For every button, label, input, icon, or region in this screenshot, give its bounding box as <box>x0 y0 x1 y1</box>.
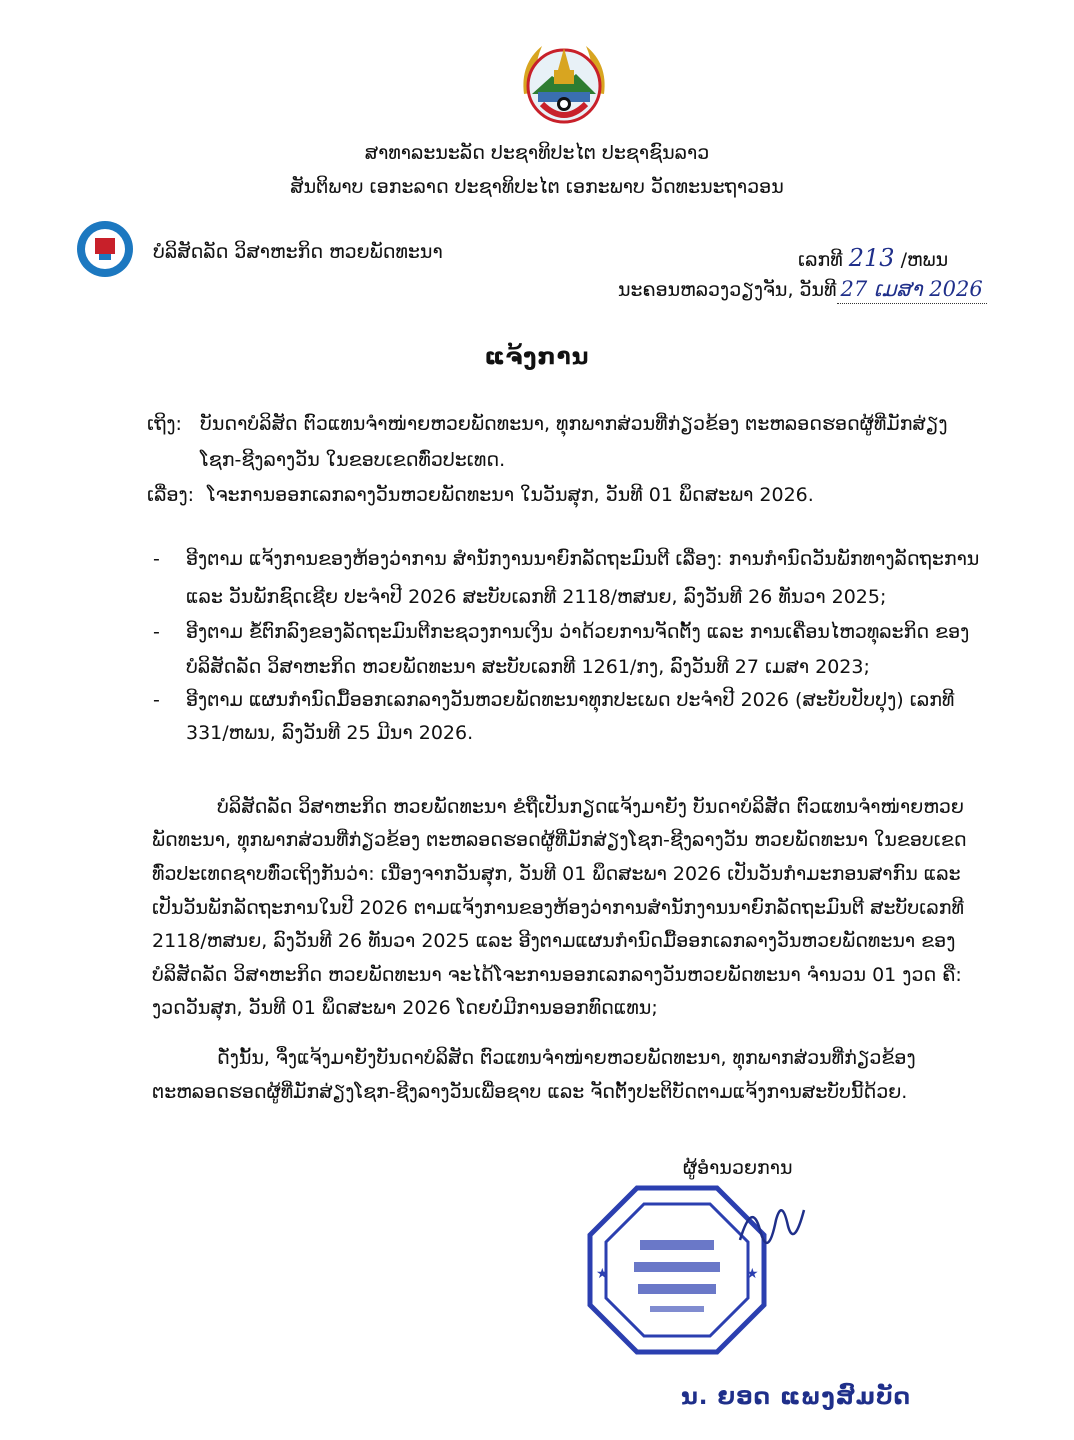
body-p1-line: ບໍລິສັດລັດ ວິສາຫະກິດ ຫວຍພັດທະນາ ຂໍຖືເປັນກຽດແຈ້ງມາຍັງ ບັນດາບໍລິສັດ ຕົວແທນຈຳໜ່າຍຫວຍ <box>217 796 964 818</box>
country-name: ສາທາລະນະລັດ ປະຊາທິປະໄຕ ປະຊາຊົນລາວ <box>364 142 710 164</box>
ref-suffix: /ຫພນ <box>900 249 949 271</box>
body-p1-line: ເປັນວັນພັກລັດຖະການໃນປີ 2026 ຕາມແຈ້ງການຂອງຫ້ອງວ່າການສຳນັກງານນາຍົກລັດຖະມົນຕີ ສະບັບເລກທີ <box>152 897 964 919</box>
to-line-1: ບັນດາບໍລິສັດ ຕົວແທນຈຳໜ່າຍຫວຍພັດທະນາ, ທຸກພາກສ່ວນທີ່ກ່ຽວຂ້ອງ ຕະຫລອດຮອດຜູ້ທີ່ມັກສ່ຽງ <box>200 413 948 435</box>
company-name: ບໍລິສັດລັດ ວິສາຫະກິດ ຫວຍພັດທະນາ <box>153 241 443 263</box>
national-motto: ສັນຕິພາບ ເອກະລາດ ປະຊາທິປະໄຕ ເອກະພາບ ວັດທະນະຖາວອນ <box>290 176 784 198</box>
body-p2-line: ຕະຫລອດຮອດຜູ້ທີ່ມັກສ່ຽງໂຊກ-ຊີງລາງວັນເພື່ອຊາບ ແລະ ຈັດຕັ້ງປະຕິບັດຕາມແຈ້ງການສະບັບນີ້ດ້ວຍ. <box>152 1081 908 1103</box>
subject-label: ເລື່ອງ: <box>147 484 195 506</box>
national-emblem-icon <box>512 34 616 132</box>
ref-label: ເລກທີ <box>798 249 843 271</box>
signature-scribble-icon <box>730 1190 810 1270</box>
reference-3-line-1: ອີງຕາມ ແຜນກຳນົດມື້ອອກເລກລາງວັນຫວຍພັດທະນາທຸກປະເພດ ປະຈຳປີ 2026 (ສະບັບປັບປຸງ) ເລກທີ <box>186 689 955 711</box>
signer-title: ຜູ້ອຳນວຍການ <box>683 1157 793 1179</box>
body-p1-line: ບໍລິສັດລັດ ວິສາຫະກິດ ຫວຍພັດທະນາ ຈະໄດ້ໂຈະການອອກເລກລາງວັນຫວຍພັດທະນາ ຈຳນວນ 01 ງວດ ຄື: <box>152 964 962 986</box>
reference-2-line-1: ອີງຕາມ ຂໍ້ຕົກລົງຂອງລັດຖະມົນຕີກະຊວງການເງິນ ວ່າດ້ວຍການຈັດຕັ້ງ ແລະ ການເຄື່ອນໄຫວທຸລະກິດ ຂອງ <box>186 621 970 643</box>
body-p1-line: ພັດທະນາ, ທຸກພາກສ່ວນທີ່ກ່ຽວຂ້ອງ ຕະຫລອດຮອດຜູ້ທີ່ມັກສ່ຽງໂຊກ-ຊີງລາງວັນ ຫວຍພັດທະນາ ໃນຂອບເຂດ <box>152 829 967 851</box>
date-line <box>618 276 987 304</box>
document-title: ແຈ້ງການ <box>484 344 590 370</box>
date-handwritten: 27 ເມສາ 2026 <box>840 277 983 301</box>
subject-text: ໂຈະການອອກເລກລາງວັນຫວຍພັດທະນາ ໃນວັນສຸກ, ວັນທີ 01 ພຶດສະພາ 2026. <box>207 484 814 506</box>
reference-2-line-2: ບໍລິສັດລັດ ວິສາຫະກິດ ຫວຍພັດທະນາ ສະບັບເລກທີ 1261/ກງ, ລົງວັນທີ 27 ເມສາ 2023; <box>186 656 870 678</box>
signer-name: ນ. ຍອດ ແພງສົມບັດ <box>681 1384 911 1410</box>
svg-text:★: ★ <box>596 1266 609 1282</box>
to-label: ເຖິງ: <box>147 413 182 435</box>
lao-lottery-logo-icon <box>76 220 134 278</box>
date-prefix: ນະຄອນຫລວງວຽງຈັນ, ວັນທີ <box>618 279 837 301</box>
reference-bullet: - <box>153 548 160 570</box>
body-p1-line: ງວດວັນສຸກ, ວັນທີ 01 ພຶດສະພາ 2026 ໂດຍບໍ່ມີການອອກທົດແທນ; <box>152 997 658 1019</box>
to-line-2: ໂຊກ-ຊີງລາງວັນ ໃນຂອບເຂດທົ່ວປະເທດ. <box>200 449 506 471</box>
ref-number-handwritten: 213 <box>848 244 895 272</box>
reference-number <box>798 243 948 273</box>
body-p2-line: ດັ່ງນັ້ນ, ຈຶ່ງແຈ້ງມາຍັງບັນດາບໍລິສັດ ຕົວແທນຈຳໜ່າຍຫວຍພັດທະນາ, ທຸກພາກສ່ວນທີ່ກ່ຽວຂ້ອງ <box>217 1047 916 1069</box>
body-p1-line: 2118/ຫສນຍ, ລົງວັນທີ 26 ທັນວາ 2025 ແລະ ອີງຕາມແຜນກຳນົດມື້ອອກເລກລາງວັນຫວຍພັດທະນາ ຂອງ <box>152 930 956 952</box>
reference-1-line-2: ແລະ ວັນພັກຊົດເຊີຍ ປະຈຳປີ 2026 ສະບັບເລກທີ 2118/ຫສນຍ, ລົງວັນທີ 26 ທັນວາ 2025; <box>186 586 887 608</box>
reference-bullet: - <box>153 621 160 643</box>
reference-3-line-2: 331/ຫພນ, ລົງວັນທີ 25 ມີນາ 2026. <box>186 722 474 744</box>
svg-text:★: ★ <box>746 1266 759 1282</box>
reference-bullet: - <box>153 689 160 711</box>
reference-1-line-1: ອີງຕາມ ແຈ້ງການຂອງຫ້ອງວ່າການ ສຳນັກງານນາຍົກລັດຖະມົນຕີ ເລື່ອງ: ການກຳນົດວັນພັກທາງລັດຖະການ <box>186 548 980 570</box>
body-p1-line: ທົ່ວປະເທດຊາບທົ່ວເຖິງກັນວ່າ: ເນື່ອງຈາກວັນສຸກ, ວັນທີ 01 ພຶດສະພາ 2026 ເປັນວັນກຳມະກອນສາກົນ ແລະ <box>152 863 961 885</box>
